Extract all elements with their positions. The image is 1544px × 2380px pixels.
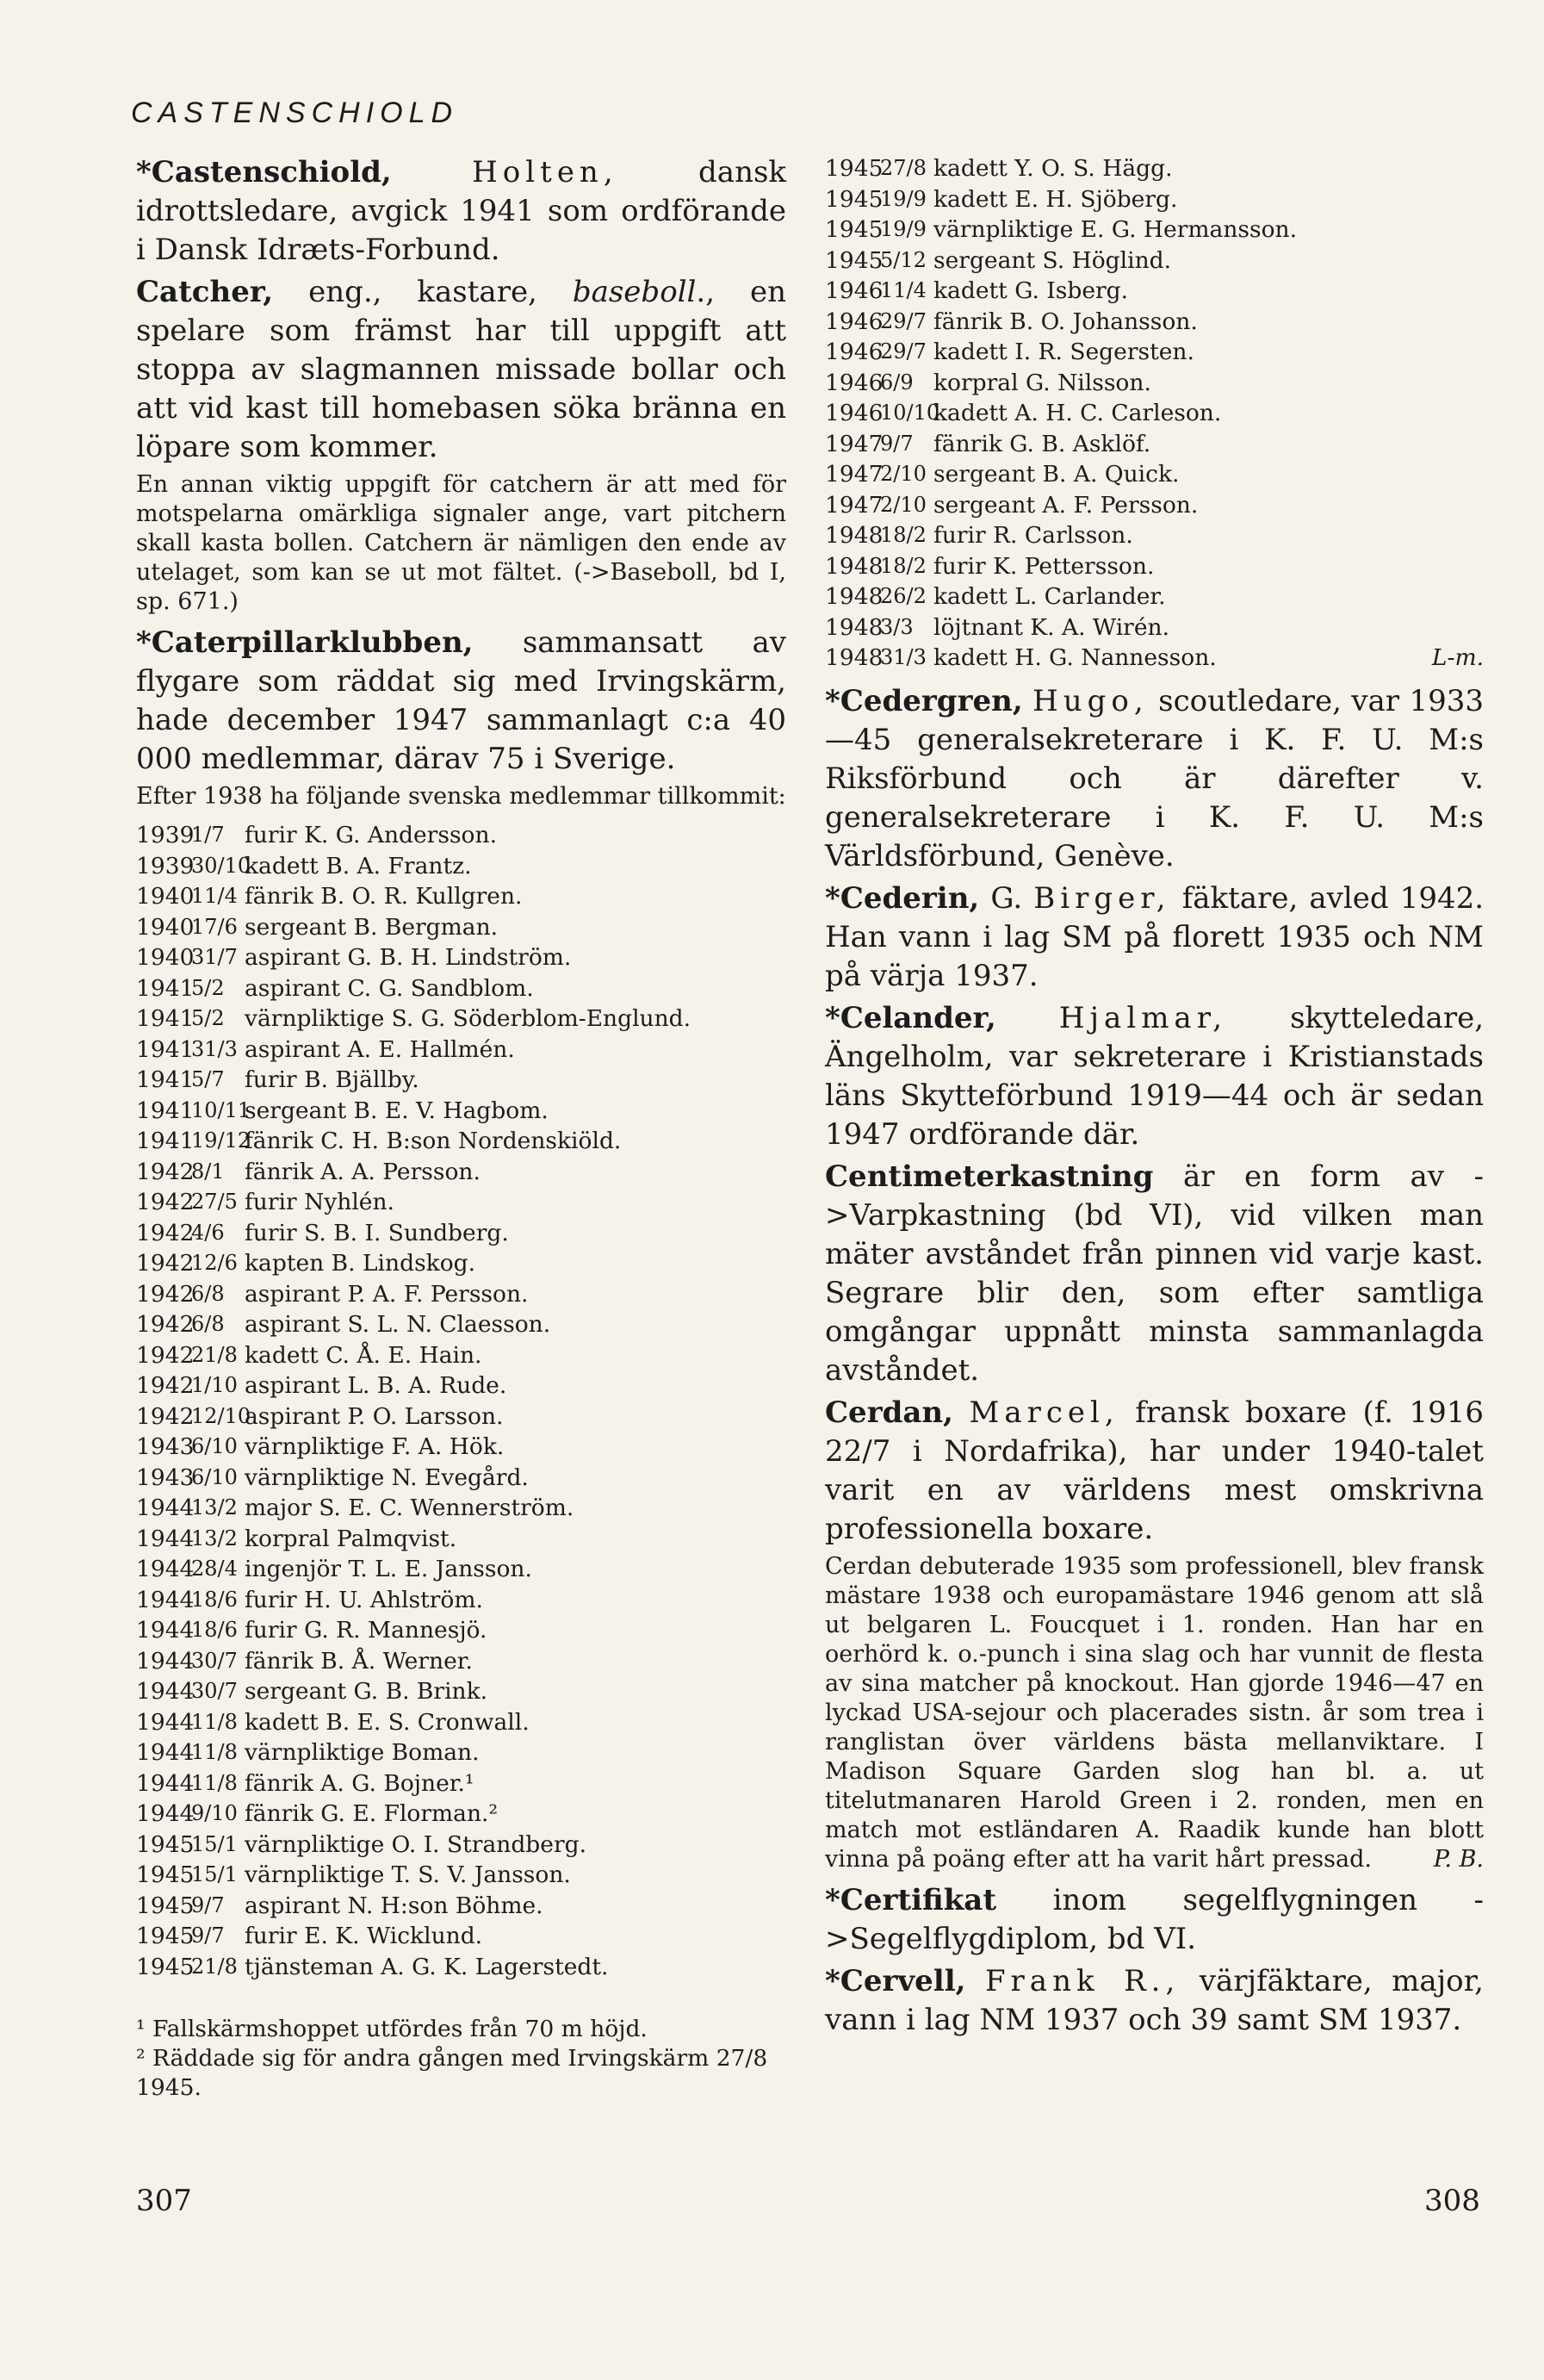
roster-date: 30/10 <box>191 853 251 878</box>
roster-row <box>136 1279 786 1310</box>
roster-year: 1942 <box>136 1189 195 1215</box>
roster-row <box>136 1921 786 1952</box>
roster-date: 3/3 <box>880 614 914 639</box>
roster-name: värnpliktige Boman. <box>245 1739 480 1766</box>
page-number-left: 307 <box>136 2184 192 2218</box>
roster-name: fänrik B. O. Johansson. <box>933 308 1198 335</box>
roster-date: 15/1 <box>191 1862 238 1886</box>
roster-year: 1940 <box>136 944 195 971</box>
headword: *Cederin, <box>825 880 980 916</box>
roster-row <box>825 643 1484 674</box>
roster-date: 21/8 <box>191 1342 238 1367</box>
roster-year: 1946 <box>825 277 884 304</box>
roster-name: löjtnant K. A. Wirén. <box>933 613 1170 641</box>
entry-text: värjfäktare, major, vann i lag NM 1937 och 39 samt SM 1937. <box>825 1963 1484 2037</box>
headword: Centimeterkastning <box>825 1159 1154 1194</box>
roster-row <box>136 1860 786 1891</box>
roster-name: kadett I. R. Segersten. <box>933 339 1194 365</box>
roster-name: fänrik B. Å. Werner. <box>245 1647 473 1675</box>
roster-name: fänrik B. O. R. Kullgren. <box>245 883 523 910</box>
entry-text: sammansatt av flygare som räddat sig med Irvingskärm, hade december 1947 sammanlagt c:a 40 000 medlemmar, därav 75 i Sverige. <box>136 625 786 776</box>
roster-year: 1946 <box>825 369 884 396</box>
headword: Catcher, <box>136 275 274 309</box>
roster-year: 1944 <box>136 1769 195 1797</box>
roster-row <box>136 1187 786 1218</box>
roster-year: 1944 <box>136 1617 195 1644</box>
roster-date: 2/10 <box>880 462 927 486</box>
roster-date: 30/7 <box>191 1679 238 1703</box>
entry-text: inom segelflygningen ->Segelflygdiplom, bd VI. <box>825 1882 1484 1956</box>
roster-row <box>136 1891 786 1922</box>
roster-row <box>825 184 1484 215</box>
roster-row <box>825 214 1484 245</box>
roster-date: 11/4 <box>191 884 238 908</box>
headword: *Certifikat <box>825 1882 997 1917</box>
roster-row <box>825 520 1484 551</box>
roster-row <box>136 1737 786 1768</box>
roster-year: 1944 <box>136 1525 195 1552</box>
roster-date: 2/10 <box>880 492 927 517</box>
cerdan-note <box>825 1552 1484 1874</box>
roster-year: 1947 <box>825 430 884 457</box>
roster-date: 6/10 <box>191 1464 238 1489</box>
roster-name: sergeant A. F. Persson. <box>933 491 1199 519</box>
roster-date: 28/4 <box>191 1557 238 1581</box>
roster-name: furir K. G. Andersson. <box>245 822 497 848</box>
roster-name: furir Nyhlén. <box>245 1189 394 1215</box>
entry-text: ., en spelare som främst har till uppgift att stoppa av slagmannen missade bollar och att vid kast till homebasen söka bränna en löpare som kommer. <box>136 275 786 464</box>
roster-year: 1942 <box>136 1219 195 1246</box>
roster-row <box>136 1554 786 1585</box>
entry-text: är en form av ->Varpkastning (bd VI), vid vilken man mäter avståndet från pinnen vid varje kast. Segrare blir den, som efter samtliga omgångar uppnått minsta sammanlagda avståndet. <box>825 1159 1484 1388</box>
roster-name: sergeant S. Höglind. <box>933 246 1172 274</box>
roster-date: 31/7 <box>191 945 238 969</box>
roster-name: sergeant G. B. Brink. <box>245 1678 488 1705</box>
roster-row <box>136 1248 786 1279</box>
roster-year: 1941 <box>136 1035 195 1063</box>
person-name: Birger, <box>1033 880 1171 916</box>
roster-row <box>136 1218 786 1249</box>
roster-name: kadett E. H. Sjöberg. <box>933 185 1178 213</box>
person-name: Hugo, <box>1032 683 1149 718</box>
roster-row <box>136 851 786 882</box>
roster-row <box>136 1615 786 1646</box>
roster-year: 1944 <box>136 1678 195 1705</box>
roster-name: värnpliktige E. G. Hermansson. <box>933 216 1298 243</box>
roster-year: 1941 <box>136 1066 195 1093</box>
roster-date: 6/8 <box>191 1312 225 1336</box>
roster-year: 1945 <box>136 1830 195 1858</box>
roster-date: 11/8 <box>191 1770 238 1795</box>
roster-year: 1942 <box>136 1402 195 1430</box>
roster-year: 1944 <box>136 1800 195 1827</box>
roster-row <box>136 1646 786 1677</box>
roster-row <box>136 1309 786 1340</box>
roster-name: furir S. B. I. Sundberg. <box>245 1219 509 1246</box>
roster-name: tjänsteman A. G. K. Lagerstedt. <box>245 1953 609 1980</box>
roster-date: 1/10 <box>191 1373 238 1397</box>
person-name: Frank R., <box>984 1963 1181 1998</box>
roster-year: 1942 <box>136 1372 195 1399</box>
entry-cervell <box>825 1962 1484 2040</box>
roster-name: fänrik A. A. Persson. <box>245 1158 481 1185</box>
roster-row <box>136 881 786 912</box>
roster-row <box>825 551 1484 582</box>
roster-row <box>825 398 1484 429</box>
roster-date: 5/2 <box>191 1006 225 1030</box>
roster-name: furir K. Pettersson. <box>933 552 1155 580</box>
roster-date: 27/5 <box>191 1190 238 1214</box>
roster-year: 1940 <box>136 883 195 910</box>
roster-member: kadett H. G. Nannesson. <box>933 644 1217 671</box>
footnotes <box>136 2015 786 2103</box>
roster-name: furir H. U. Ahlström. <box>245 1586 483 1613</box>
roster-row <box>136 1676 786 1707</box>
roster-year: 1946 <box>825 308 884 335</box>
roster-date: 19/9 <box>880 217 927 241</box>
roster-name: värnpliktige F. A. Hök. <box>245 1433 505 1460</box>
roster-date: 18/2 <box>880 553 927 578</box>
member-list-left <box>136 820 786 1982</box>
roster-year: 1946 <box>825 339 884 365</box>
roster-year: 1945 <box>136 1953 195 1980</box>
roster-date: 19/12 <box>191 1128 251 1153</box>
roster-row <box>136 1096 786 1127</box>
roster-date: 19/9 <box>880 186 927 211</box>
roster-year: 1945 <box>136 1892 195 1919</box>
roster-date: 10/10 <box>880 401 940 425</box>
roster-row <box>825 368 1484 399</box>
roster-row <box>136 1830 786 1861</box>
entry-castenschiold <box>136 153 786 270</box>
entry-certifikat <box>825 1881 1484 1959</box>
roster-date: 29/7 <box>880 339 927 364</box>
entry-celander <box>825 999 1484 1154</box>
roster-date: 29/7 <box>880 308 927 333</box>
roster-row <box>825 307 1484 338</box>
roster-year: 1943 <box>136 1463 195 1491</box>
roster-name: värnpliktige O. I. Strandberg. <box>245 1830 587 1858</box>
roster-row <box>825 429 1484 460</box>
roster-year: 1941 <box>136 1128 195 1154</box>
headword: *Cervell, <box>825 1963 966 1998</box>
catcher-note: En annan viktig uppgift för catchern är att med för motspelarna omärkliga signaler ange, vart pitchern skall kasta bollen. Catchern är nämligen den ende av utelaget, som kan se ut mot fältet. (->Baseboll, bd I, sp. 671.) <box>136 471 786 615</box>
person-name: Marcel, <box>969 1395 1119 1430</box>
roster-date: 5/7 <box>191 1067 225 1091</box>
roster-name: kadett C. Å. E. Hain. <box>245 1341 482 1369</box>
roster-name: sergeant B. E. V. Hagbom. <box>245 1097 549 1124</box>
roster-date: 9/7 <box>880 431 914 456</box>
roster-name: fänrik C. H. B:son Nordenskiöld. <box>245 1128 622 1154</box>
roster-row <box>136 1004 786 1035</box>
roster-name: fänrik A. G. Bojner.¹ <box>245 1769 474 1797</box>
roster-year: 1940 <box>136 913 195 941</box>
roster-date: 12/10 <box>191 1403 251 1428</box>
roster-date: 18/6 <box>191 1587 238 1612</box>
roster-date: 6/9 <box>880 370 914 395</box>
roster-year: 1941 <box>136 1097 195 1124</box>
roster-year: 1947 <box>825 461 884 488</box>
roster-row <box>136 1370 786 1401</box>
headword: *Castenschiold, <box>136 155 392 190</box>
headword: *Cedergren, <box>825 683 1023 718</box>
roster-year: 1944 <box>136 1586 195 1613</box>
roster-row <box>825 153 1484 184</box>
person-name: Hjalmar, <box>1058 1000 1228 1035</box>
roster-name: aspirant L. B. A. Rude. <box>245 1372 507 1399</box>
footnote-2: ² Räddade sig för andra gången med Irvingskärm 27/8 1945. <box>136 2045 768 2101</box>
headword: *Caterpillarklubben, <box>136 625 474 660</box>
roster-name: furir E. K. Wicklund. <box>245 1923 483 1949</box>
roster-year: 1941 <box>136 1005 195 1032</box>
roster-date: 5/12 <box>880 247 927 272</box>
roster-row <box>825 245 1484 277</box>
entry-text: skytteledare, Ängelholm, var sekreterare i Kristianstads läns Skytteförbund 1919—44 och är sedan 1947 ordförande där. <box>825 1000 1484 1152</box>
person-initial: G. <box>990 880 1023 916</box>
roster-row <box>136 912 786 943</box>
roster-name: furir B. Bjällby. <box>245 1066 419 1093</box>
roster-name: kapten B. Lindskog. <box>245 1250 476 1277</box>
roster-year: 1948 <box>825 613 884 641</box>
roster-year: 1942 <box>136 1311 195 1338</box>
roster-row <box>136 1707 786 1738</box>
roster-row <box>136 1799 786 1830</box>
person-name: Holten, <box>472 155 618 190</box>
entry-italic: baseboll <box>572 275 697 309</box>
roster-row <box>136 973 786 1004</box>
note-text: Cerdan debuterade 1935 som professionell, blev fransk mästare 1938 och europamästare 1946 genom att slå ut belgaren L. Foucquet i 1. ronden. Han har en oerhörd k. o.-punch i sina slag och har vunnit de flesta av sina matcher på knockout. Han gjorde 1946—47 en lyckad USA-sejour och placerades sistn. år som trea i ranglistan över världens bästa mellanviktare. I Madison Square Garden slog han bl. a. ut titelutmanaren Harold Green i 2. ronden, men en match mot estländaren A. Raadik kunde han blott vinna på poäng efter att ha varit hårt pressad. <box>825 1552 1484 1873</box>
roster-year: 1945 <box>136 1923 195 1949</box>
roster-year: 1944 <box>136 1708 195 1736</box>
roster-row <box>825 581 1484 612</box>
entry-centimeterkastning <box>825 1158 1484 1390</box>
roster-year: 1947 <box>825 491 884 519</box>
roster-year: 1942 <box>136 1158 195 1185</box>
roster-name: korpral G. Nilsson. <box>933 369 1151 396</box>
roster-name: kadett B. A. Frantz. <box>245 852 472 879</box>
roster-name: aspirant P. A. F. Persson. <box>245 1280 529 1308</box>
roster-date: 5/2 <box>191 975 225 1000</box>
roster-name: kadett A. H. C. Carleson. <box>933 400 1222 426</box>
roster-row <box>136 1340 786 1371</box>
roster-row <box>136 820 786 851</box>
roster-name: kadett L. Carlander. <box>933 583 1166 610</box>
page-number-right: 308 <box>1424 2184 1480 2218</box>
roster-name: fänrik G. B. Asklöf. <box>933 430 1151 457</box>
roster-name: sergeant B. Bergman. <box>245 913 499 941</box>
roster-name: fänrik G. E. Florman.² <box>245 1800 499 1827</box>
roster-year: 1945 <box>825 185 884 213</box>
roster-name: aspirant S. L. N. Claesson. <box>245 1311 551 1338</box>
roster-date: 18/2 <box>880 523 927 547</box>
roster-date: 9/7 <box>191 1923 225 1948</box>
roster-date: 17/6 <box>191 914 238 939</box>
roster-year: 1948 <box>825 644 884 671</box>
roster-row <box>136 1768 786 1799</box>
entry-text: fransk boxare (f. 1916 22/7 i Nordafrika), har under 1940-talet varit en av världens mest omskrivna professionella boxare. <box>825 1395 1485 1546</box>
roster-year: 1941 <box>136 974 195 1002</box>
roster-row <box>136 1585 786 1616</box>
roster-row <box>825 337 1484 368</box>
roster-name: ingenjör T. L. E. Jansson. <box>245 1556 532 1582</box>
roster-year: 1946 <box>825 400 884 426</box>
headword: Cerdan, <box>825 1395 953 1430</box>
author-signature: L-m. <box>1431 644 1484 671</box>
left-column <box>136 153 786 2103</box>
roster-name: kadett Y. O. S. Hägg. <box>933 155 1173 182</box>
roster-name: korpral Palmqvist. <box>245 1525 457 1552</box>
caterpillar-note: Efter 1938 ha följande svenska medlemmar tillkommit: <box>136 783 786 810</box>
roster-date: 1/7 <box>191 823 225 847</box>
roster-year: 1948 <box>825 522 884 549</box>
roster-year: 1945 <box>825 155 884 182</box>
roster-row <box>825 276 1484 307</box>
footnote-1: ¹ Fallskärmshoppet utfördes från 70 m höjd. <box>136 2016 648 2042</box>
roster-row <box>825 612 1484 643</box>
roster-date: 4/6 <box>191 1220 225 1245</box>
roster-date: 11/4 <box>880 278 927 302</box>
roster-row <box>136 1952 786 1983</box>
roster-date: 11/8 <box>191 1709 238 1734</box>
roster-name <box>933 643 1484 674</box>
roster-year: 1948 <box>825 552 884 580</box>
roster-row <box>136 1157 786 1188</box>
roster-date: 12/6 <box>191 1251 238 1275</box>
roster-row <box>136 1493 786 1524</box>
roster-date: 31/3 <box>880 645 927 669</box>
roster-date: 15/1 <box>191 1831 238 1856</box>
entry-text: eng., kastare, <box>308 275 537 309</box>
entry-cerdan <box>825 1394 1484 1549</box>
roster-name: kadett G. Isberg. <box>933 277 1129 304</box>
roster-year: 1942 <box>136 1341 195 1369</box>
entry-cedergren <box>825 682 1484 876</box>
roster-year: 1945 <box>825 246 884 274</box>
roster-date: 31/3 <box>191 1036 238 1061</box>
roster-name: aspirant P. O. Larsson. <box>245 1402 504 1430</box>
roster-row <box>825 459 1484 490</box>
running-head: CASTENSCHIOLD <box>131 96 459 129</box>
roster-date: 18/6 <box>191 1618 238 1642</box>
roster-row <box>136 1432 786 1463</box>
roster-row <box>136 1126 786 1157</box>
roster-date: 13/2 <box>191 1495 238 1519</box>
entry-catcher <box>136 273 786 467</box>
roster-year: 1942 <box>136 1280 195 1308</box>
roster-date: 26/2 <box>880 584 927 608</box>
entry-text: fäktare, avled 1942. Han vann i lag SM på florett 1935 och NM på värja 1937. <box>825 880 1485 993</box>
roster-name: sergeant B. A. Quick. <box>933 461 1180 488</box>
right-column <box>825 153 1484 2043</box>
roster-row <box>825 490 1484 521</box>
roster-name: värnpliktige T. S. V. Jansson. <box>245 1861 571 1888</box>
roster-year: 1944 <box>136 1494 195 1521</box>
roster-name: aspirant C. G. Sandblom. <box>245 974 534 1002</box>
roster-date: 11/8 <box>191 1740 238 1764</box>
roster-year: 1942 <box>136 1250 195 1277</box>
roster-date: 6/8 <box>191 1281 225 1306</box>
roster-date: 8/1 <box>191 1159 225 1184</box>
roster-name: furir G. R. Mannesjö. <box>245 1617 487 1644</box>
roster-date: 9/7 <box>191 1892 225 1917</box>
roster-row <box>136 1524 786 1555</box>
roster-year: 1948 <box>825 583 884 610</box>
entry-text: scoutledare, var 1933—45 generalsekreterare i K. F. U. M:s Riksförbund och är därefter v. generalsekreterare i K. F. U. M:s Världsförbund, Genève. <box>825 683 1484 873</box>
roster-name: aspirant A. E. Hallmén. <box>245 1035 515 1063</box>
roster-row <box>136 1065 786 1096</box>
roster-date: 10/11 <box>191 1097 251 1122</box>
roster-row <box>136 1401 786 1432</box>
roster-name: furir R. Carlsson. <box>933 522 1133 549</box>
roster-name: värnpliktige S. G. Söderblom-Englund. <box>245 1005 691 1032</box>
roster-year: 1945 <box>136 1861 195 1888</box>
entry-cederin <box>825 879 1484 996</box>
roster-name: aspirant N. H:son Böhme. <box>245 1892 543 1919</box>
roster-year: 1939 <box>136 852 195 879</box>
entry-text: dansk idrottsledare, avgick 1941 som ordförande i Dansk Idræts-Forbund. <box>136 155 787 267</box>
roster-row <box>136 942 786 973</box>
roster-year: 1939 <box>136 822 195 848</box>
roster-date: 30/7 <box>191 1648 238 1673</box>
roster-year: 1944 <box>136 1556 195 1582</box>
entry-caterpillar <box>136 624 786 779</box>
roster-year: 1945 <box>825 216 884 243</box>
author-signature: P. B. <box>1433 1845 1484 1873</box>
roster-name: kadett B. E. S. Cronwall. <box>245 1708 530 1736</box>
roster-name: aspirant G. B. H. Lindström. <box>245 944 572 971</box>
roster-date: 6/10 <box>191 1434 238 1458</box>
roster-row <box>136 1463 786 1494</box>
roster-row <box>136 1035 786 1066</box>
roster-year: 1944 <box>136 1647 195 1675</box>
roster-year: 1943 <box>136 1433 195 1460</box>
roster-name: värnpliktige N. Evegård. <box>245 1463 529 1491</box>
roster-date: 27/8 <box>880 156 927 180</box>
roster-year: 1944 <box>136 1739 195 1766</box>
roster-name: major S. E. C. Wennerström. <box>245 1494 574 1521</box>
roster-date: 13/2 <box>191 1526 238 1550</box>
roster-date: 9/10 <box>191 1801 238 1825</box>
roster-date: 21/8 <box>191 1954 238 1979</box>
headword: *Celander, <box>825 1000 996 1035</box>
member-list-right <box>825 153 1484 674</box>
